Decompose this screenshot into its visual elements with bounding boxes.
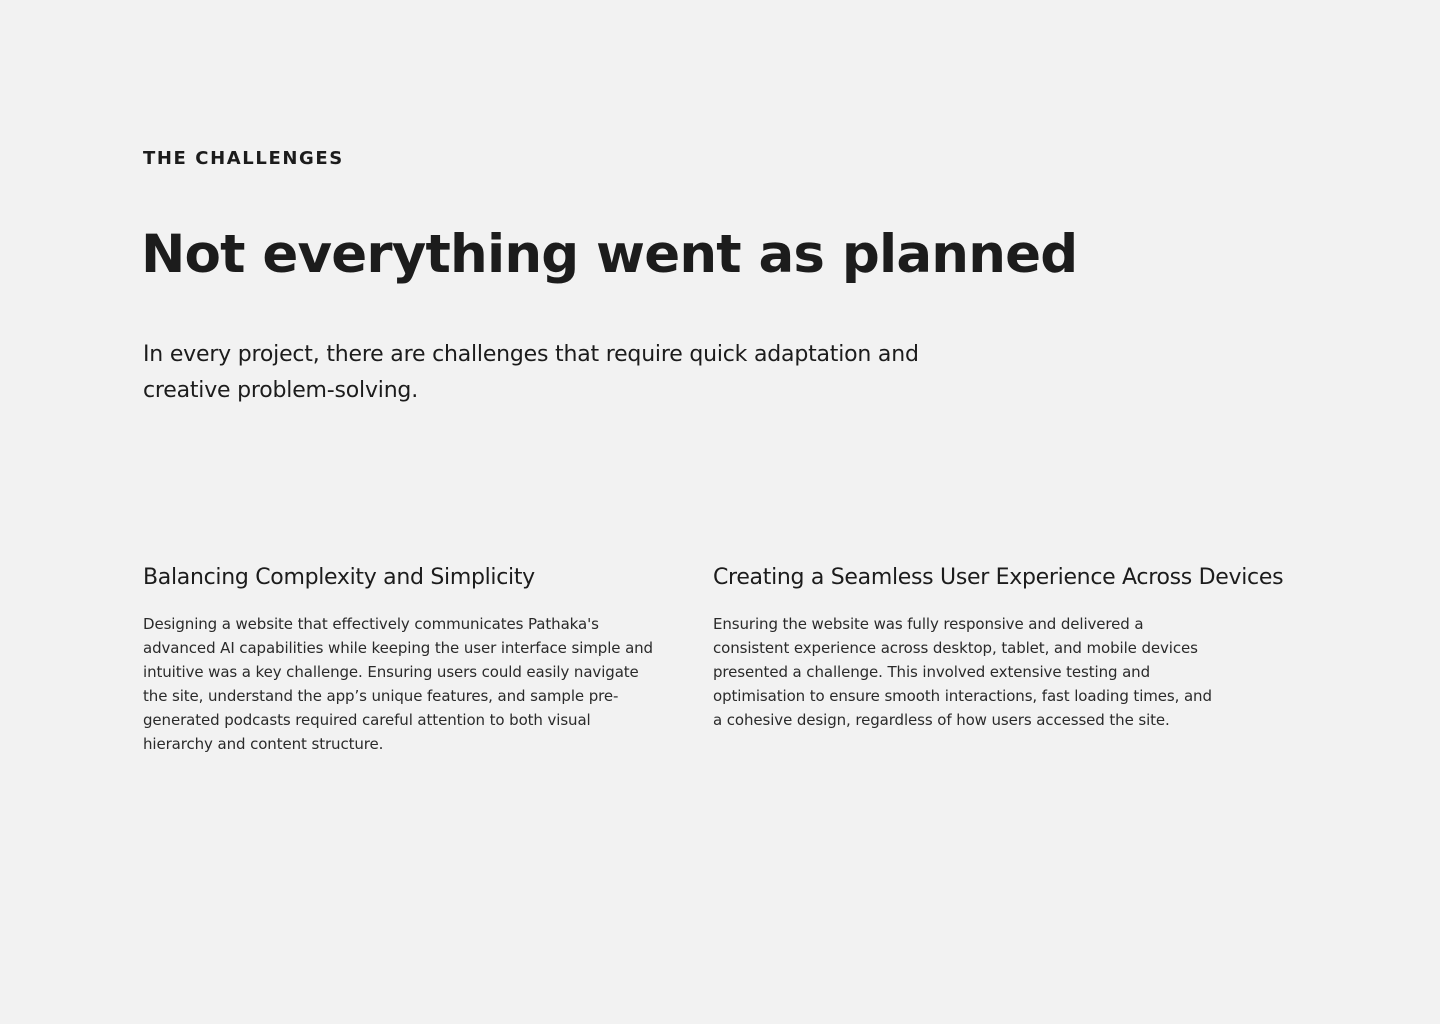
challenge-card-complexity [143,562,663,756]
challenge-title: Creating a Seamless User Experience Across Devices [713,565,1284,590]
section-intro: In every project, there are challenges that require quick adaptation and creative problem-solving. [143,342,919,403]
challenge-title: Balancing Complexity and Simplicity [143,565,535,590]
section-eyebrow: THE CHALLENGES [143,148,344,169]
section-headline: Not everything went as planned [141,224,1078,285]
challenge-description: Designing a website that effectively communicates Pathaka's advanced AI capabilities while keeping the user interface simple and intuitive was a key challenge. Ensuring users could easily navigate the site, understand the app’s unique features, and sample pre-generated podcasts required careful attention to both visual hierarchy and content structure. [143,615,653,753]
challenge-card-devices [713,562,1323,732]
challenge-description: Ensuring the website was fully responsive and delivered a consistent experience across desktop, tablet, and mobile devices presented a challenge. This involved extensive testing and optimisation to ensure smooth interactions, fast loading times, and a cohesive design, regardless of how users accessed the site. [713,615,1212,729]
